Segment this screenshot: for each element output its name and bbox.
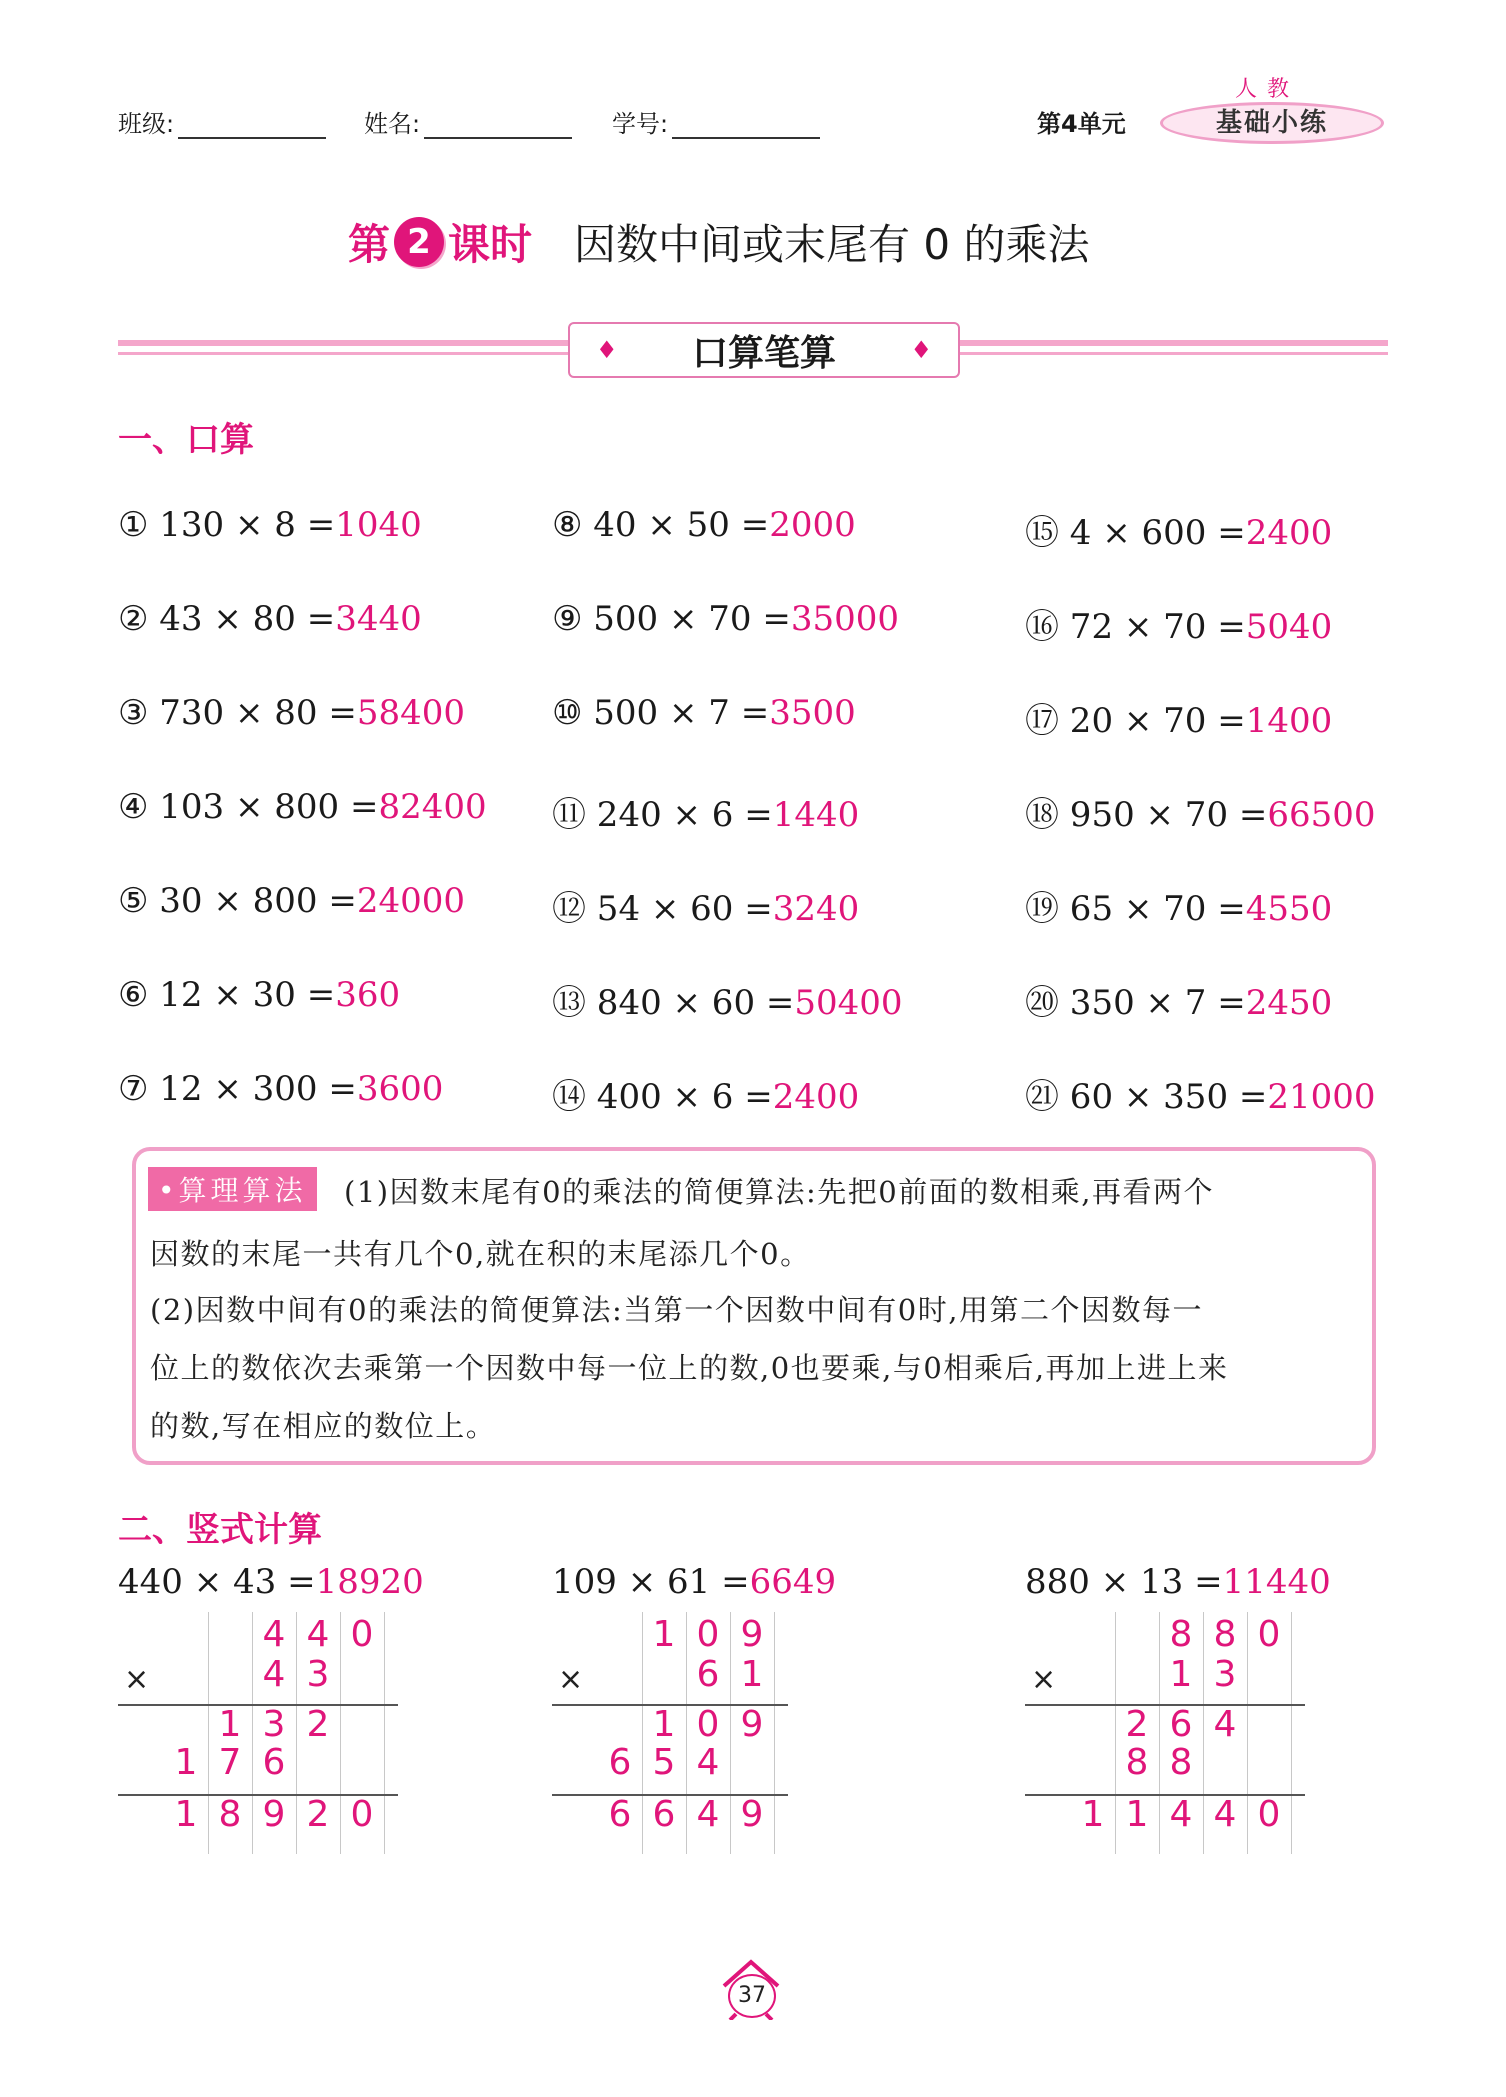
oral-expression: ⑫ 54 × 60 = xyxy=(552,889,773,929)
digit-cell: 1 xyxy=(652,1614,676,1655)
oral-calc-item xyxy=(118,693,465,733)
digit-cell: 4 xyxy=(1213,1704,1237,1745)
oral-expression: ③ 730 × 80 = xyxy=(118,693,357,733)
digit-cell: 3 xyxy=(262,1704,286,1745)
section-heading-vertical: 二、竖式计算 xyxy=(118,1510,322,1550)
oral-answer: 5040 xyxy=(1245,607,1333,647)
oral-answer: 3240 xyxy=(772,889,860,929)
oral-expression: ⑪ 240 × 6 = xyxy=(552,795,773,835)
section-banner xyxy=(568,322,960,378)
oral-calc-item xyxy=(552,1069,859,1118)
oral-expression: ④ 103 × 800 = xyxy=(118,787,379,827)
tip-line: (1)因数末尾有0的乘法的简便算法:先把0前面的数相乘,再看两个 xyxy=(344,1175,1214,1209)
oral-expression: ⑱ 950 × 70 = xyxy=(1025,795,1268,835)
number-field[interactable] xyxy=(612,104,820,139)
digit-cell: 8 xyxy=(1213,1614,1237,1655)
tip-line: 的数,写在相应的数位上。 xyxy=(150,1409,497,1443)
oral-answer: 3440 xyxy=(335,599,422,639)
times-sign: × xyxy=(1031,1662,1057,1697)
brand-publisher: 人教 xyxy=(1235,77,1300,102)
oral-expression: ⑧ 40 × 50 = xyxy=(552,505,770,545)
lesson-name: 因数中间或末尾有 0 的乘法 xyxy=(574,220,1090,269)
oral-calc-item xyxy=(1025,975,1332,1024)
digit-cell: 6 xyxy=(608,1742,632,1783)
name-field[interactable] xyxy=(364,104,572,139)
lesson-prefix: 第 xyxy=(348,220,391,269)
oral-calc-item xyxy=(552,787,859,836)
digit-cell: 9 xyxy=(740,1614,764,1655)
lesson-number-badge: 2 xyxy=(394,217,444,267)
number-input-line[interactable] xyxy=(672,109,820,139)
digit-cell: 6 xyxy=(652,1794,676,1835)
digit-cell: 6 xyxy=(608,1794,632,1835)
digit-cell: 4 xyxy=(1169,1794,1193,1835)
digit-cell: 2 xyxy=(306,1704,330,1745)
digit-cell: 4 xyxy=(696,1742,720,1783)
oral-answer: 24000 xyxy=(356,881,466,921)
oral-calc-item xyxy=(1025,693,1332,742)
oral-expression: ① 130 × 8 = xyxy=(118,505,336,545)
vertical-problem-expression xyxy=(552,1562,836,1602)
tip-tag: •算理算法 xyxy=(148,1167,317,1211)
page-number: 37 xyxy=(728,1974,776,2018)
name-input-line[interactable] xyxy=(424,109,572,139)
oral-expression: ㉑ 60 × 350 = xyxy=(1025,1077,1268,1117)
oral-answer: 1040 xyxy=(335,505,422,545)
oral-answer: 3600 xyxy=(356,1069,444,1109)
lesson-suffix: 课时 xyxy=(448,220,533,269)
oral-answer: 360 xyxy=(335,975,401,1015)
digit-cell: 8 xyxy=(218,1794,242,1835)
oral-calc-item xyxy=(118,975,400,1015)
digit-cell: 8 xyxy=(1169,1614,1193,1655)
unit-label: 第4单元 xyxy=(1037,110,1126,138)
oral-expression: ⑤ 30 × 800 = xyxy=(118,881,357,921)
oral-expression: ⑦ 12 × 300 = xyxy=(118,1069,357,1109)
page-number-badge xyxy=(720,1958,782,2020)
banner-stripe-right-thin xyxy=(956,352,1388,355)
digit-cell: 0 xyxy=(696,1704,720,1745)
oral-calc-item xyxy=(118,505,422,545)
digit-cell: 9 xyxy=(740,1794,764,1835)
class-field[interactable] xyxy=(118,104,326,139)
oral-expression: ⑲ 65 × 70 = xyxy=(1025,889,1246,929)
oral-calc-item xyxy=(552,693,856,733)
digit-cell: 7 xyxy=(218,1742,242,1783)
vertical-answer: 11440 xyxy=(1222,1562,1331,1602)
oral-expression: ⑥ 12 × 30 = xyxy=(118,975,336,1015)
digit-cell: 6 xyxy=(696,1654,720,1695)
digit-cell: 0 xyxy=(1257,1614,1281,1655)
tip-line: (2)因数中间有0的乘法的简便算法:当第一个因数中间有0时,用第二个因数每一 xyxy=(150,1293,1203,1327)
oral-calc-item xyxy=(552,599,899,639)
oral-expression: ⑰ 20 × 70 = xyxy=(1025,701,1246,741)
oral-calc-item xyxy=(1025,505,1332,554)
vertical-expression: 880 × 13 = xyxy=(1025,1562,1223,1602)
digit-cell: 4 xyxy=(306,1614,330,1655)
oral-answer: 35000 xyxy=(790,599,900,639)
oral-answer: 2000 xyxy=(769,505,856,545)
number-label: 学号: xyxy=(612,110,669,138)
oral-calc-item xyxy=(1025,787,1376,836)
digit-cell: 1 xyxy=(740,1654,764,1695)
digit-cell: 1 xyxy=(218,1704,242,1745)
oral-calc-item xyxy=(552,975,903,1024)
oral-calc-item xyxy=(118,1069,443,1109)
digit-cell: 0 xyxy=(1257,1794,1281,1835)
oral-answer: 1400 xyxy=(1245,701,1333,741)
oral-answer: 66500 xyxy=(1267,795,1376,835)
oral-answer: 58400 xyxy=(356,693,466,733)
digit-cell: 0 xyxy=(350,1614,374,1655)
oral-expression: ⑨ 500 × 70 = xyxy=(552,599,791,639)
digit-cell: 6 xyxy=(262,1742,286,1783)
oral-answer: 2400 xyxy=(1245,513,1333,553)
oral-calc-item xyxy=(552,881,859,930)
oral-answer: 2450 xyxy=(1245,983,1333,1023)
lesson-title xyxy=(348,212,1089,272)
digit-cell: 2 xyxy=(306,1794,330,1835)
column-line xyxy=(774,1612,775,1854)
digit-cell: 1 xyxy=(174,1742,198,1783)
digit-cell: 2 xyxy=(1125,1704,1149,1745)
oral-expression: ⑯ 72 × 70 = xyxy=(1025,607,1246,647)
digit-cell: 8 xyxy=(1169,1742,1193,1783)
name-label: 姓名: xyxy=(364,110,421,138)
digit-cell: 3 xyxy=(306,1654,330,1695)
vertical-expression: 440 × 43 = xyxy=(118,1562,316,1602)
oral-calc-item xyxy=(552,505,856,545)
vertical-answer: 18920 xyxy=(315,1562,424,1602)
vertical-expression: 109 × 61 = xyxy=(552,1562,750,1602)
oral-answer: 21000 xyxy=(1267,1077,1376,1117)
oral-answer: 3500 xyxy=(769,693,856,733)
digit-cell: 1 xyxy=(174,1794,198,1835)
banner-title: 口算笔算 xyxy=(691,332,836,374)
tip-line: 位上的数依次去乘第一个因数中每一位上的数,0也要乘,与0相乘后,再加上进上来 xyxy=(150,1351,1229,1385)
digit-cell: 8 xyxy=(1125,1742,1149,1783)
oral-calc-item xyxy=(118,881,465,921)
oral-calc-item xyxy=(118,599,422,639)
banner-stripe-left-thin xyxy=(118,352,568,355)
digit-cell: 0 xyxy=(350,1794,374,1835)
digit-cell: 0 xyxy=(696,1614,720,1655)
class-input-line[interactable] xyxy=(178,109,326,139)
oral-answer: 82400 xyxy=(378,787,487,827)
times-sign: × xyxy=(558,1662,584,1697)
vertical-problem-expression xyxy=(1025,1562,1331,1602)
column-line xyxy=(384,1612,385,1854)
banner-stripe-left xyxy=(118,340,568,346)
diamond-icon: ♦ xyxy=(910,336,932,364)
digit-cell: 4 xyxy=(1213,1794,1237,1835)
oral-answer: 4550 xyxy=(1245,889,1333,929)
oral-calc-item xyxy=(1025,1069,1376,1118)
class-label: 班级: xyxy=(118,110,175,138)
digit-cell: 9 xyxy=(740,1704,764,1745)
oral-expression: ⑮ 4 × 600 = xyxy=(1025,513,1246,553)
digit-cell: 1 xyxy=(1081,1794,1105,1835)
oral-answer: 50400 xyxy=(794,983,903,1023)
oral-expression: ⑭ 400 × 6 = xyxy=(552,1077,773,1117)
times-sign: × xyxy=(124,1662,150,1697)
oral-answer: 1440 xyxy=(772,795,860,835)
digit-cell: 1 xyxy=(652,1704,676,1745)
brand-badge: 基础小练 xyxy=(1160,102,1384,144)
digit-cell: 1 xyxy=(1169,1654,1193,1695)
digit-cell: 4 xyxy=(262,1614,286,1655)
tip-line: 因数的末尾一共有几个0,就在积的末尾添几个0。 xyxy=(150,1237,811,1271)
digit-cell: 9 xyxy=(262,1794,286,1835)
oral-expression: ⑳ 350 × 7 = xyxy=(1025,983,1246,1023)
digit-cell: 5 xyxy=(652,1742,676,1783)
vertical-answer: 6649 xyxy=(749,1562,837,1602)
digit-cell: 3 xyxy=(1213,1654,1237,1695)
section-heading-oral: 一、口算 xyxy=(118,420,254,460)
digit-cell: 4 xyxy=(262,1654,286,1695)
oral-calc-item xyxy=(118,787,487,827)
column-line xyxy=(1291,1612,1292,1854)
oral-expression: ② 43 × 80 = xyxy=(118,599,336,639)
digit-cell: 1 xyxy=(1125,1794,1149,1835)
oral-expression: ⑬ 840 × 60 = xyxy=(552,983,795,1023)
oral-expression: ⑩ 500 × 7 = xyxy=(552,693,770,733)
vertical-problem-expression xyxy=(118,1562,424,1602)
oral-calc-item xyxy=(1025,599,1332,648)
oral-calc-item xyxy=(1025,881,1332,930)
banner-stripe-right xyxy=(956,340,1388,346)
diamond-icon: ♦ xyxy=(596,336,618,364)
digit-cell: 4 xyxy=(696,1794,720,1835)
oral-answer: 2400 xyxy=(772,1077,860,1117)
digit-cell: 6 xyxy=(1169,1704,1193,1745)
